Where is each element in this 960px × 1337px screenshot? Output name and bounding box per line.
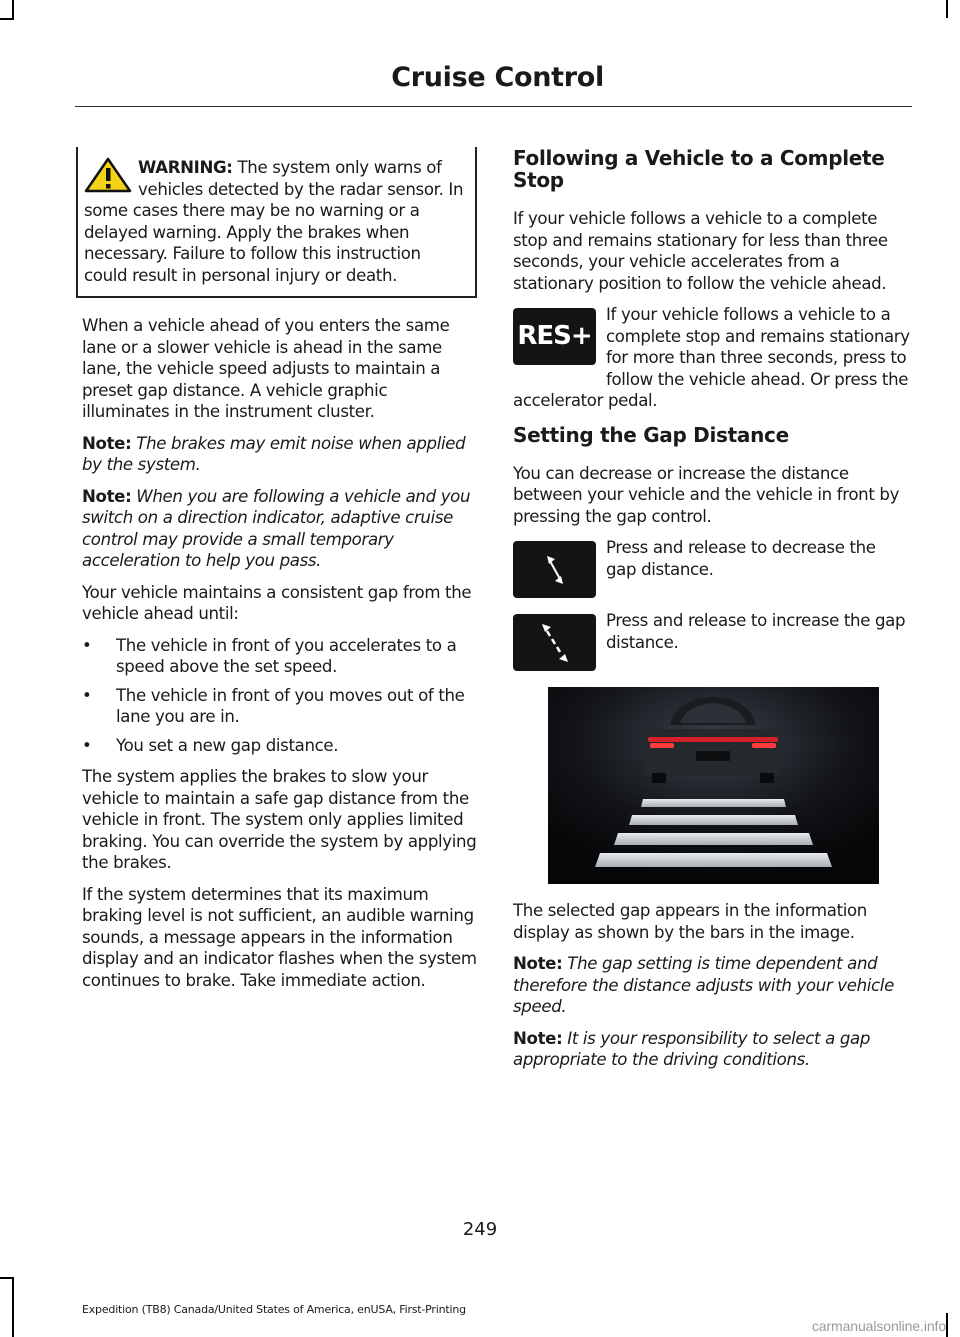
crop-mark-bottom-right: [946, 1313, 948, 1337]
list-item: • The vehicle in front of you moves out of the lane you are in.: [82, 685, 477, 728]
gap-decrease-text: Press and release to decrease the gap distance.: [606, 538, 876, 579]
gap-decrease-icon: [513, 541, 596, 598]
condition-list: [82, 635, 477, 757]
paragraph-gap-until: Your vehicle maintains a consistent gap from the vehicle ahead until:: [82, 582, 472, 623]
gap-bar: [629, 815, 798, 825]
paragraph-complete-stop: If your vehicle follows a vehicle to a complete stop and remains stationary for less than three seconds, your vehicle accelerates from a stationary position to follow the vehicle ahead.: [513, 209, 888, 293]
note-text: The brakes may emit noise when applied by the system.: [82, 433, 466, 474]
footer-edition: Expedition (TB8) Canada/United States of America, enUSA, First-Printing: [82, 1303, 466, 1316]
note-label: Note:: [82, 433, 132, 453]
warning-text: The system only warns of vehicles detected by the radar sensor. In some cases there may be no warning or a delayed warning. Apply the brakes when necessary. Failure to follow this instruction could result in personal injury or death.: [84, 158, 464, 285]
list-item: • The vehicle in front of you accelerates to a speed above the set speed.: [82, 635, 477, 678]
watermark: carmanualsonline.info: [811, 1318, 946, 1334]
gap-bar: [641, 799, 786, 807]
paragraph-gap-control: You can decrease or increase the distance between your vehicle and the vehicle in front by pressing the gap control.: [513, 463, 900, 526]
note-label: Note:: [82, 486, 132, 506]
note-responsibility: [513, 1028, 910, 1071]
crop-mark-top-left: [12, 0, 14, 18]
warning-box: [76, 147, 477, 298]
res-instruction-text: If your vehicle follows a vehicle to a complete stop and remains stationary for more than three seconds, press to follow the vehicle ahead. Or press the accelerator pedal.: [513, 305, 910, 410]
note-text: It is your responsibility to select a gap appropriate to the driving conditions.: [513, 1028, 871, 1069]
paragraph-selected-gap: The selected gap appears in the information display as shown by the bars in the image.: [513, 901, 867, 942]
heading-gap-distance: Setting the Gap Distance: [513, 422, 789, 447]
gap-increase-instruction: [513, 610, 910, 675]
paragraph-gap-adjust: When a vehicle ahead of you enters the same lane or a slower vehicle is ahead in the same lane, the vehicle speed adjusts to maintain a preset gap distance. A vehicle graphic illuminates in the instrument cluster.: [82, 316, 450, 421]
right-column: [513, 147, 910, 1081]
note-text: The gap setting is time dependent and therefore the distance adjusts with your vehicle speed.: [513, 954, 894, 1016]
left-column: [82, 147, 477, 1001]
res-button-label: RES+: [517, 320, 592, 351]
note-direction-indicator: [82, 486, 477, 572]
warning-label: WARNING:: [138, 158, 233, 177]
gap-increase-icon: [513, 614, 596, 671]
crop-mark-top-right: [946, 0, 948, 18]
page-number: 249: [462, 1219, 498, 1240]
res-plus-button-icon: [513, 308, 596, 365]
list-item: • You set a new gap distance.: [82, 735, 477, 757]
gap-decrease-instruction: [513, 537, 910, 602]
paragraph-max-braking: If the system determines that its maximum braking level is not sufficient, an audible warning sounds, a message appears in the information display and an indicator flashes when the system continues to brake. Take immediate action.: [82, 884, 477, 990]
gap-bar: [595, 853, 832, 867]
header-rule: [75, 106, 912, 107]
note-brake-noise: [82, 433, 477, 476]
page-title: Cruise Control: [391, 62, 604, 93]
note-time-dependent: [513, 953, 910, 1018]
note-label: Note:: [513, 1028, 563, 1048]
heading-complete-stop: Following a Vehicle to a Complete Stop: [513, 146, 885, 192]
note-label: Note:: [513, 954, 563, 973]
crop-mark-bottom-left: [12, 1277, 14, 1337]
crop-mark-bottom-left-h: [0, 1277, 14, 1279]
note-text: When you are following a vehicle and you switch on a direction indicator, adaptive cruise control may provide a small temporary acceleration to help you pass.: [82, 486, 471, 570]
warning-triangle-icon: [84, 157, 136, 193]
paragraph-braking: The system applies the brakes to slow your vehicle to maintain a safe gap distance from the vehicle in front. The system only applies limited braking. You can override the system by applying the brakes.: [82, 767, 477, 872]
crop-mark-top-left-h: [0, 18, 14, 20]
gap-display-image: [548, 687, 879, 884]
gap-increase-text: Press and release to increase the gap distance.: [606, 611, 906, 652]
res-instruction: [513, 304, 910, 412]
gap-bar: [614, 833, 813, 845]
